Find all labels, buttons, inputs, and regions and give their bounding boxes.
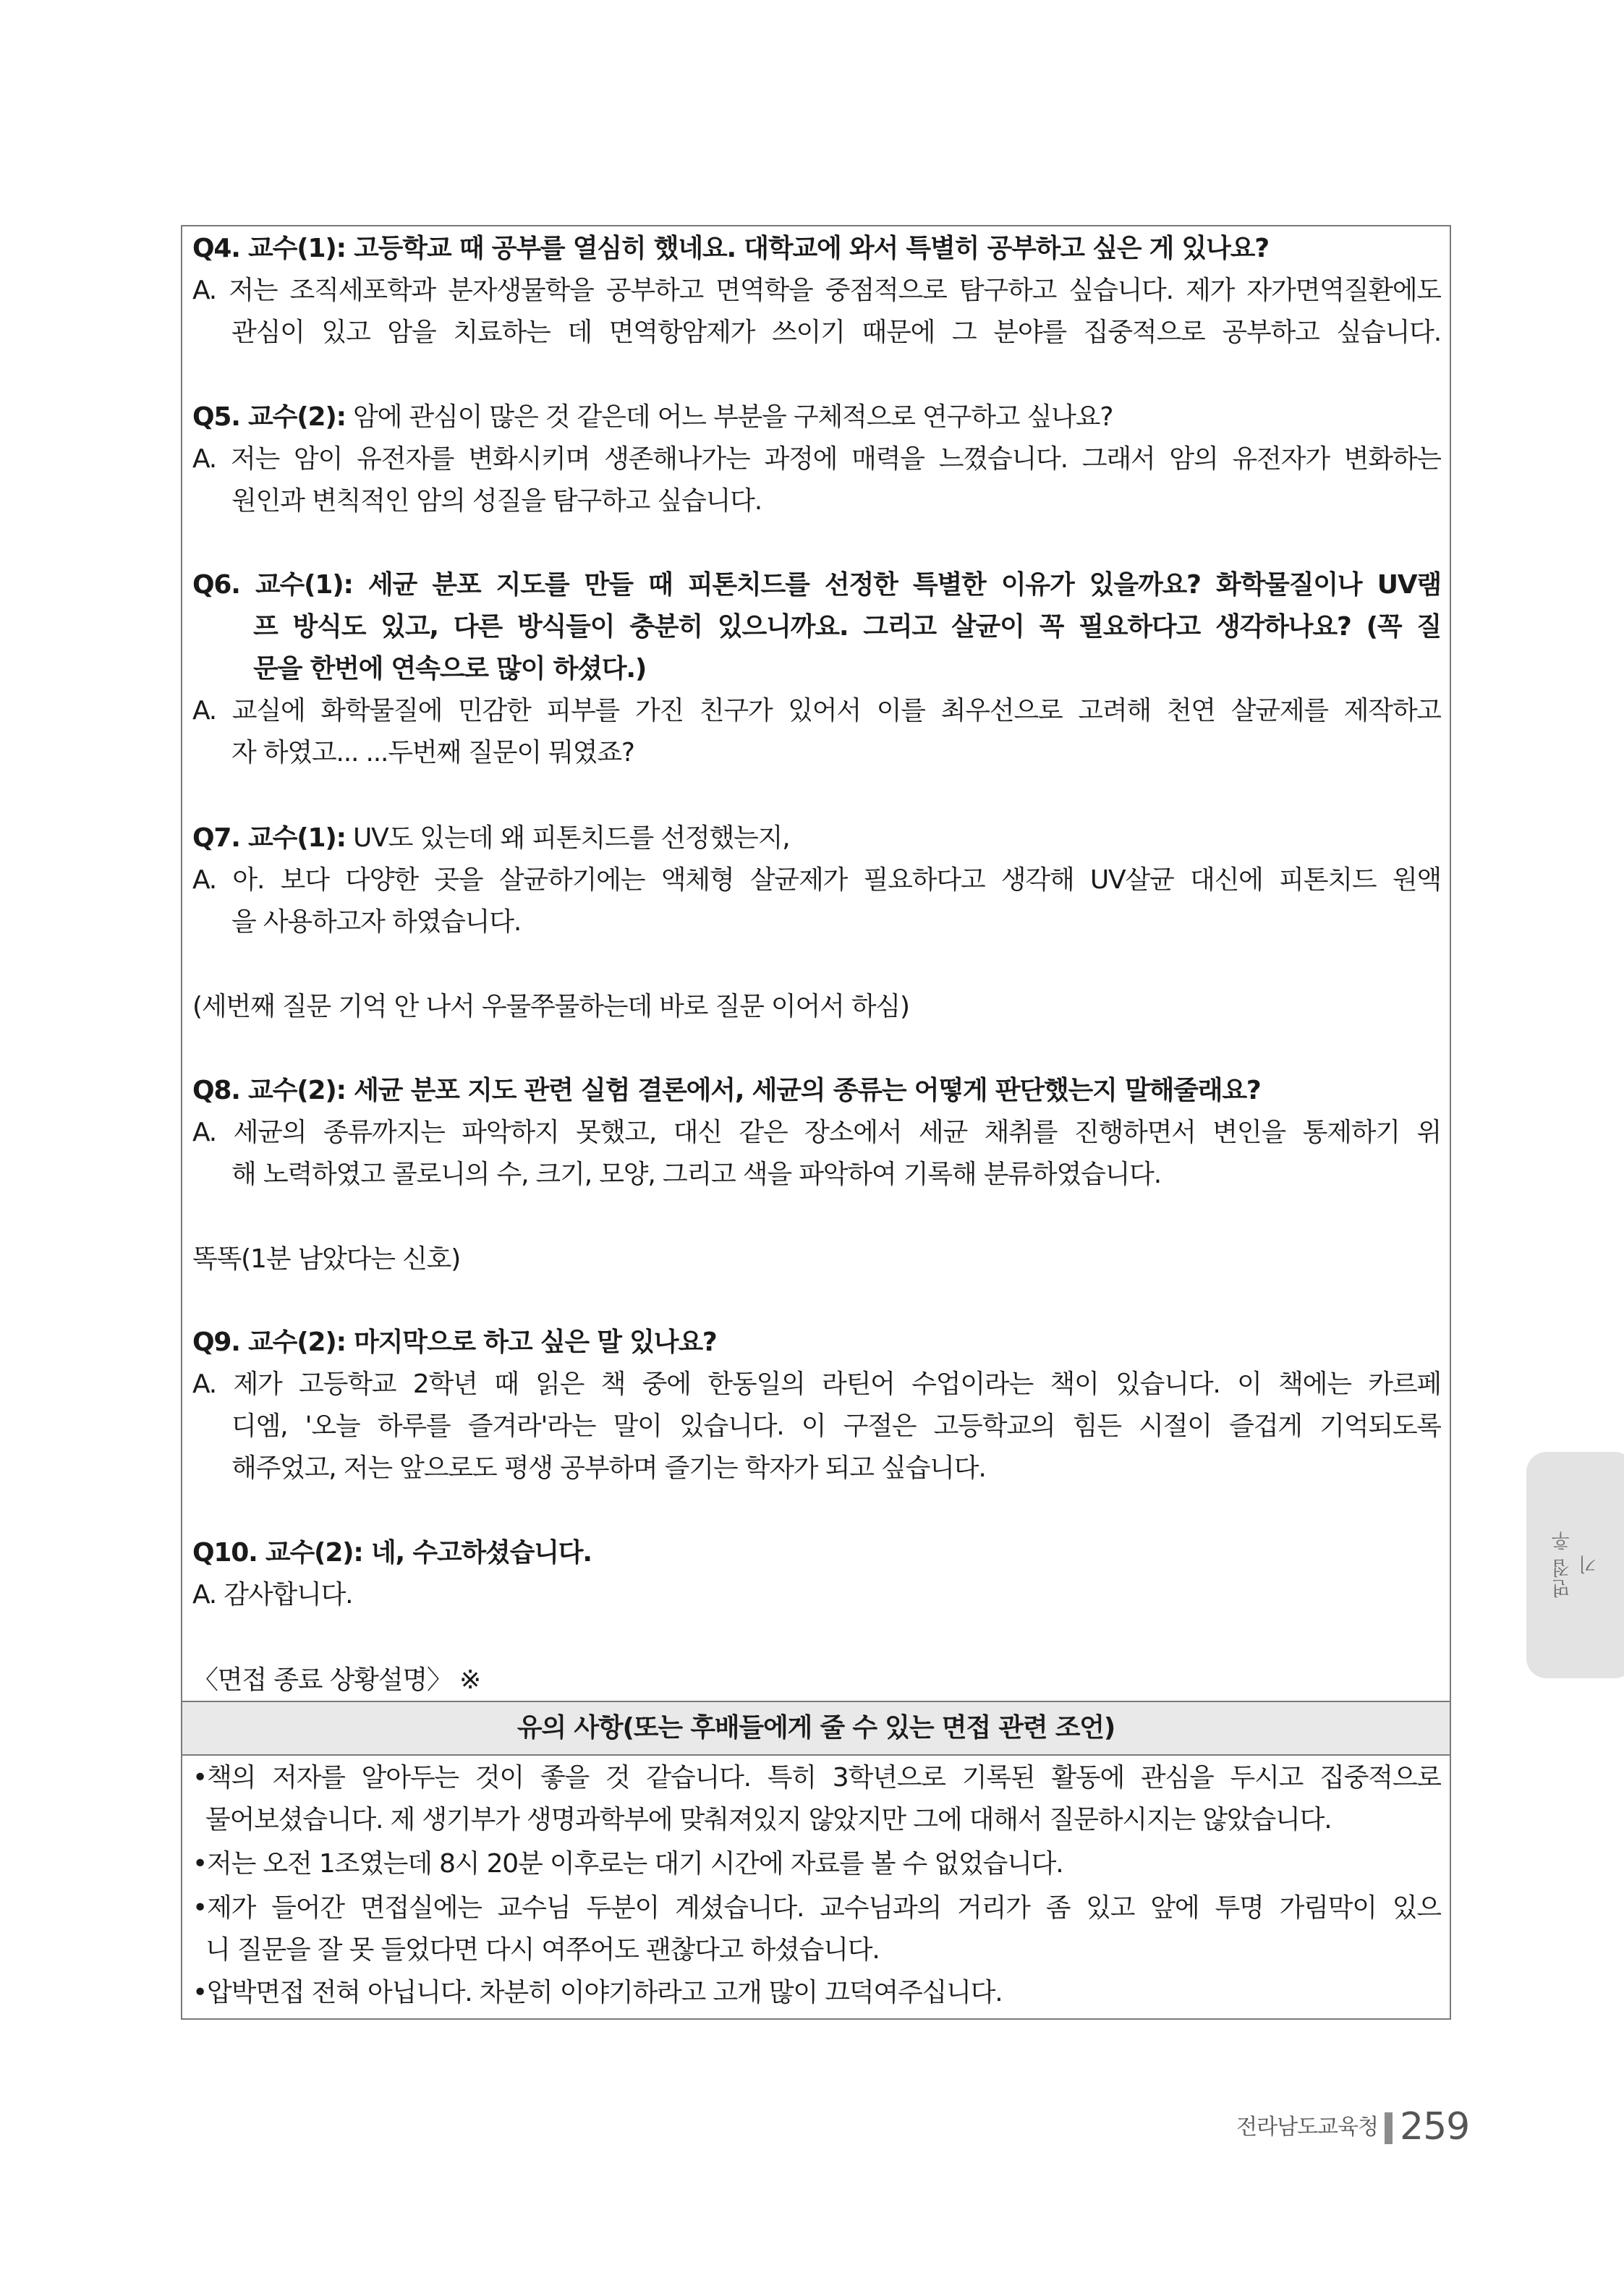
answer-q8-line1: A. 세균의 종류까지는 파악하지 못했고, 대신 같은 장소에서 세균 채취를 진행하면서 변인을 통제하기 위 — [192, 1118, 1441, 1147]
note-third-question: (세번째 질문 기억 안 나서 우물쭈물하는데 바로 질문 이어서 하심) — [192, 992, 909, 1021]
question-q10: Q10. 교수(2): 네, 수고하셨습니다. — [192, 1538, 592, 1568]
question-q4: Q4. 교수(1): 고등학교 때 공부를 열심히 했네요. 대학교에 와서 특별히 공부하고 싶은 게 있나요? — [192, 234, 1269, 263]
question-q7-label: Q7. 교수(1): — [192, 823, 346, 853]
answer-q9-line2: 디엠, '오늘 하루를 즐겨라'라는 말이 있습니다. 이 구절은 고등학교의 힘든 시절이 즐겁게 기억되도록 — [231, 1411, 1441, 1441]
answer-q9-line1: A. 제가 고등학교 2학년 때 읽은 책 중에 한동일의 라틴어 수업이라는 책이 있습니다. 이 책에는 카르페 — [192, 1369, 1441, 1399]
question-q6-line2: 프 방식도 있고, 다른 방식들이 충분히 있으니까요. 그리고 살균이 꼭 필요하다고 생각하나요? (꼭 질 — [253, 612, 1441, 642]
answer-q4-line2: 관심이 있고 암을 치료하는 데 면역항암제가 쓰이기 때문에 그 분야를 집중적으로 공부하고 싶습니다. — [231, 318, 1441, 347]
answer-q8-line2: 해 노력하였고 콜로니의 수, 크기, 모양, 그리고 색을 파악하여 기록해 분류하였습니다. — [231, 1160, 1161, 1189]
question-q5 — [192, 395, 1441, 440]
advice-item-3-line1: •제가 들어간 면접실에는 교수님 두분이 계셨습니다. 교수님과의 거리가 좀 있고 앞에 투명 가림막이 있으 — [192, 1893, 1441, 1923]
question-q5-text: 암에 관심이 많은 것 같은데 어느 부분을 구체적으로 연구하고 싶나요? — [353, 402, 1113, 432]
answer-q10: A. 감사합니다. — [192, 1580, 353, 1610]
footer-divider-bar — [1385, 2112, 1393, 2144]
answer-q4-line1: A. 저는 조직세포학과 분자생물학을 공부하고 면역학을 중점적으로 탐구하고 싶습니다. 제가 자가면역질환에도 — [192, 276, 1441, 305]
question-q6-line1: Q6. 교수(1): 세균 분포 지도를 만들 때 피톤치드를 선정한 특별한 이유가 있을까요? 화학물질이나 UV램 — [192, 570, 1441, 600]
interview-record-box — [181, 225, 1451, 2020]
answer-q5-line1: A. 저는 암이 유전자를 변화시키며 생존해나가는 과정에 매력을 느꼈습니다. 그래서 암의 유전자가 변화하는 — [192, 444, 1441, 474]
advice-item-3-line2: 니 질문을 잘 못 들었다면 다시 여쭈어도 괜찮다고 하셨습니다. — [205, 1935, 880, 1965]
advice-item-2: •저는 오전 1조였는데 8시 20분 이후로는 대기 시간에 자료를 볼 수 없었습니다. — [192, 1849, 1063, 1879]
answer-q9-line3: 해주었고, 저는 앞으로도 평생 공부하며 즐기는 학자가 되고 싶습니다. — [231, 1453, 986, 1483]
answer-q7-line2: 을 사용하고자 하였습니다. — [231, 907, 522, 937]
answer-q6-line2: 자 하였고... ...두번째 질문이 뭐였죠? — [231, 738, 634, 768]
question-q8: Q8. 교수(2): 세균 분포 지도 관련 실험 결론에서, 세균의 종류는 어떻게 판단했는지 말해줄래요? — [192, 1076, 1261, 1105]
question-q7-text: UV도 있는데 왜 피톤치드를 선정했는지, — [353, 823, 790, 853]
question-q9: Q9. 교수(2): 마지막으로 하고 싶은 말 있나요? — [192, 1327, 717, 1357]
question-q5-label: Q5. 교수(2): — [192, 402, 346, 432]
question-q6-line3: 문을 한번에 연속으로 많이 하셨다.) — [253, 654, 647, 684]
note-knock: 똑똑(1분 남았다는 신호) — [192, 1244, 461, 1274]
qa-section — [192, 226, 1441, 1701]
advice-section-header: 유의 사항(또는 후배들에게 줄 수 있는 면접 관련 조언) — [182, 1701, 1450, 1756]
footer-organization: 전라남도교육청 — [1236, 2115, 1378, 2140]
answer-q7-line1: A. 아. 보다 다양한 곳을 살균하기에는 액체형 살균제가 필요하다고 생각해 UV살균 대신에 피톤치드 원액 — [192, 865, 1441, 895]
chapter-side-tab-label: 면접 후기 — [1552, 1529, 1600, 1599]
answer-q5-line2: 원인과 변칙적인 암의 성질을 탐구하고 싶습니다. — [231, 486, 762, 516]
advice-list — [192, 1756, 1441, 2016]
end-situation-note: 〈면접 종료 상황설명〉 ※ — [192, 1665, 480, 1695]
page-number: 259 — [1400, 2105, 1470, 2149]
answer-q6-line1: A. 교실에 화학물질에 민감한 피부를 가진 친구가 있어서 이를 최우선으로 고려해 천연 살균제를 제작하고 — [192, 696, 1441, 726]
question-q7 — [192, 816, 1441, 861]
advice-item-1-line2: 물어보셨습니다. 제 생기부가 생명과학부에 맞춰져있지 않았지만 그에 대해서 질문하시지는 않았습니다. — [205, 1805, 1332, 1835]
advice-item-1-line1: •책의 저자를 알아두는 것이 좋을 것 같습니다. 특히 3학년으로 기록된 활동에 관심을 두시고 집중적으로 — [192, 1763, 1441, 1793]
advice-item-4: •압박면접 전혀 아닙니다. 차분히 이야기하라고 고개 많이 끄덕여주십니다. — [192, 1978, 1003, 2007]
